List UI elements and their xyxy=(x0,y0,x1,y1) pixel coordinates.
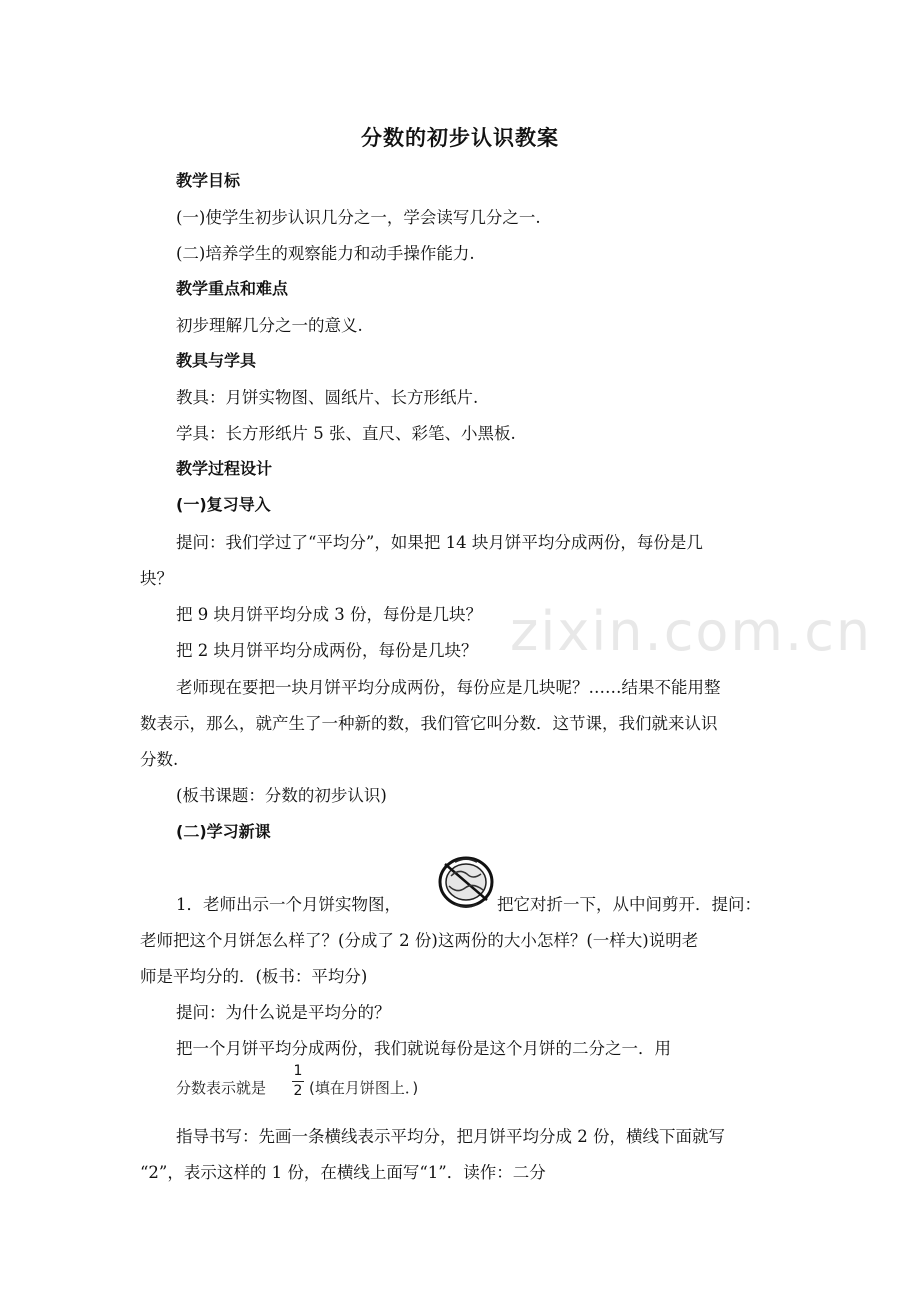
question-2: 把 9 块月饼平均分成 3 份，每份是几块？ xyxy=(176,605,482,624)
question-1-line-1: 提问：我们学过了“平均分”，如果把 14 块月饼平均分成两份，每份是几 xyxy=(176,533,703,552)
heading-review: (一)复习导入 xyxy=(176,495,271,514)
guide-line-2: “2”，表示这样的 1 份，在横线上面写“1”．读作：二分 xyxy=(140,1163,546,1182)
mooncake-image xyxy=(437,852,495,910)
goal-2: (二)培养学生的观察能力和动手操作能力. xyxy=(176,244,475,263)
question-3: 把 2 块月饼平均分成两份，每份是几块？ xyxy=(176,641,478,660)
paragraph-1-line-1: 老师现在要把一块月饼平均分成两份，每份应是几块呢？……结果不能用整 xyxy=(176,678,721,697)
fraction-prefix: 分数表示就是 xyxy=(176,1079,267,1097)
fraction-numerator: 1 xyxy=(293,1063,303,1079)
paragraph-1-line-2: 数表示，那么，就产生了一种新的数，我们管它叫分数．这节课，我们就来认识 xyxy=(140,714,718,733)
guide-line-1: 指导书写：先画一条横线表示平均分，把月饼平均分成 2 份，横线下面就写 xyxy=(176,1127,725,1146)
step-1-line-1b: 把它对折一下，从中间剪开．提问： xyxy=(497,895,761,914)
heading-new-lesson: (二)学习新课 xyxy=(176,822,271,841)
paragraph-1-line-3: 分数. xyxy=(140,750,179,769)
half-explanation: 把一个月饼平均分成两份，我们就说每份是这个月饼的二分之一．用 xyxy=(176,1039,671,1058)
teacher-tools: 教具：月饼实物图、圆纸片、长方形纸片. xyxy=(176,388,479,407)
watermark: zixin.com.cn xyxy=(510,600,873,663)
heading-goals: 教学目标 xyxy=(176,171,241,190)
heading-tools: 教具与学具 xyxy=(176,351,257,370)
step-1-line-3: 师是平均分的．(板书：平均分) xyxy=(140,967,368,986)
key-points-text: 初步理解几分之一的意义. xyxy=(176,316,363,335)
fraction-denominator: 2 xyxy=(293,1083,303,1099)
heading-process: 教学过程设计 xyxy=(176,459,273,478)
student-tools: 学具：长方形纸片 5 张、直尺、彩笔、小黑板. xyxy=(176,424,516,443)
step-1-line-1a: 1．老师出示一个月饼实物图， xyxy=(176,895,401,914)
document-title: 分数的初步认识教案 xyxy=(361,126,559,150)
goal-1: (一)使学生初步认识几分之一，学会读写几分之一. xyxy=(176,208,541,227)
heading-key-points: 教学重点和难点 xyxy=(176,279,289,298)
fraction-suffix: (填在月饼图上．) xyxy=(309,1079,419,1097)
question-why: 提问：为什么说是平均分的？ xyxy=(176,1003,391,1022)
fraction-bar xyxy=(292,1081,304,1082)
fraction-one-half xyxy=(290,1063,306,1100)
board-title-note: (板书课题：分数的初步认识) xyxy=(176,786,387,805)
step-1-line-2: 老师把这个月饼怎么样了？(分成了 2 份)这两份的大小怎样？(一样大)说明老 xyxy=(140,931,699,950)
question-1-line-2: 块？ xyxy=(140,569,173,588)
